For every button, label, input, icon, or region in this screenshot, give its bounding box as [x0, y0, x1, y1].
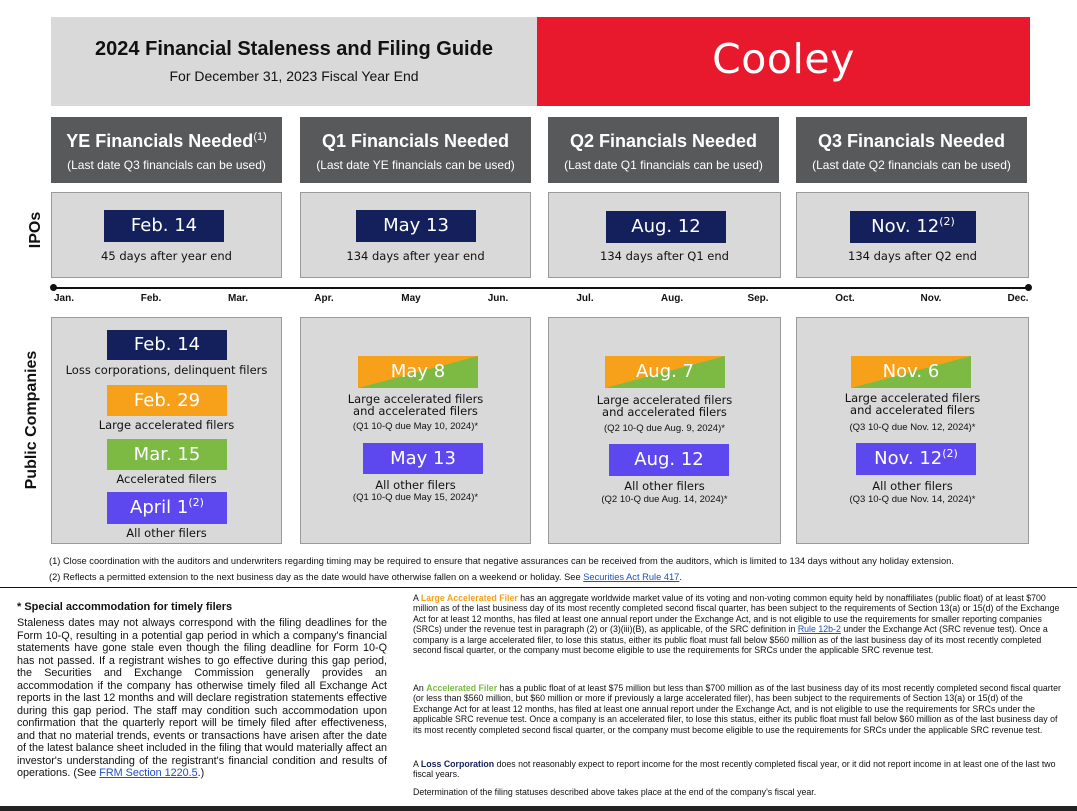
date-badge: Feb. 14 — [104, 210, 224, 242]
ipo-box-q2 — [548, 192, 781, 278]
special-text: Staleness dates may not always correspond with the filing deadlines for the Form 10-Q, resulting in a potential gap period in which a company's financial statements have gone stale even though the filing deadline for Form 10-Q has not passed. If a registrant wishes to go effective during this gap period, the Securities and Exchange Commission generally provides an accommodation if the company has otherwise timely filed all Exchange Act reports in the last 12 months and will declare registration statements effective during this gap period. The staff may condition such accommodation upon confirmation that the quarterly report will be timely filed after effectiveness, and that no material trends, events or transactions have arisen after the date of the latest balance sheet included in the filing that would materially affect an investor's understanding of the registrant's financial condition and results of operations. (See — [17, 617, 387, 779]
month-label: Feb. — [140, 293, 162, 304]
column-title: Q2 Financials Needed — [569, 131, 758, 151]
date-caption: and accelerated filers — [353, 404, 478, 418]
def-prefix: A — [413, 759, 419, 769]
def-prefix: An — [413, 683, 424, 693]
column-header-q3 — [796, 117, 1027, 183]
date-caption: Large accelerated filers — [98, 418, 235, 432]
date-caption: Accelerated filers — [116, 472, 217, 486]
due-note: (Q2 10-Q due Aug. 9, 2024)* — [604, 423, 725, 434]
column-title: YE Financials Needed — [66, 131, 254, 151]
date-caption: 134 days after Q2 end — [848, 249, 977, 263]
header-panel — [51, 17, 537, 106]
month-label: Mar. — [227, 293, 248, 304]
ipo-box-q1 — [300, 192, 531, 278]
ipo-box-q3 — [796, 192, 1029, 278]
footnote-1: (1) Close coordination with the auditors and underwriters regarding timing may be required to ensure that negative assurances can be received from the auditors, which is limited to 134 days without any holiday extension. — [49, 556, 954, 566]
date-badge: Mar. 15 — [107, 439, 227, 470]
date-caption: Large accelerated filers — [844, 391, 981, 405]
date-text: Nov. 12 — [871, 216, 940, 237]
date-caption: Large accelerated filers — [347, 392, 484, 406]
def-text: under the Exchange Act (SRC revenue test). Once a company is a large accelerated filer, to lose this status, either its public float must fall below $560 million as of the last business day of its most recently completed second fiscal quarter, or the company must become eligible to use the requirements for SRCs under the applicable SRC revenue test. — [413, 624, 1048, 656]
row-label-public-companies: Public Companies — [23, 350, 40, 490]
column-subtitle: (Last date YE financials can be used) — [316, 158, 515, 172]
date-badge: May 13 — [363, 443, 483, 474]
def-prefix: A — [413, 593, 419, 603]
column-header-ye — [51, 117, 282, 183]
date-badge: Feb. 14 — [107, 330, 227, 360]
def-text: has a public float of at least $75 million but less than $700 million as of the last business day of its most recently completed second fiscal quarter (or less than $560 million, but $60 million or more if previously a large accelerated filer), has been subject to the requirements of Section 13(a) or 15(d) of the Exchange Act for at least 12 months, has filed at least one annual report under the Exchange Act, and is not eligible to use the requirements for SRCs under the applicable SRC revenue test. Once a company is an accelerated filer, to lose this status, either its public float must fall below $60 million as of the last business day of its most recently completed second fiscal quarter, or the company must become eligible to use the requirements for SRCs under the applicable SRC revenue test. — [413, 683, 1061, 735]
date-badge: May 8 — [358, 356, 478, 388]
definition-loss-corporation — [413, 759, 1061, 780]
page-title: 2024 Financial Staleness and Filing Guide — [95, 38, 493, 60]
date-caption: 45 days after year end — [101, 249, 232, 263]
month-label: Jun. — [487, 293, 509, 304]
footnote-2-end: . — [679, 572, 682, 582]
month-label: May — [401, 293, 421, 304]
date-badge: Feb. 29 — [107, 385, 227, 416]
date-caption: Large accelerated filers — [596, 393, 733, 407]
date-caption: Loss corporations, delinquent filers — [65, 363, 268, 377]
month-label: Sep. — [747, 293, 769, 304]
date-caption: All other filers — [624, 479, 705, 493]
column-subtitle: (Last date Q3 financials can be used) — [67, 158, 266, 172]
footnote-2 — [49, 572, 682, 582]
timeline-start-dot — [50, 284, 57, 291]
date-caption: All other filers — [126, 526, 207, 540]
column-title: Q3 Financials Needed — [817, 131, 1006, 151]
definition-large-accelerated-filer — [413, 593, 1061, 655]
date-caption: 134 days after Q1 end — [600, 249, 729, 263]
cooley-logo: Cooley — [712, 35, 855, 83]
footnote-ref: (2) — [942, 447, 958, 460]
column-title: Q1 Financials Needed — [321, 131, 510, 151]
rule-12b-2-link[interactable]: Rule 12b-2 — [797, 624, 841, 635]
def-text: has an aggregate worldwide market value of its voting and non-voting common equity held by nonaffiliates (public float) of at least $700 million as of the last business day of its most recently completed second fiscal quarter, has been subject to the requirements of Section 13(a) or 15(d) of the Exchange Act for at least 12 months, has filed at least one annual report under the Exchange Act, and is not eligible to use the requirements for smaller reporting companies (SRCs) under the revenue test in paragraph (2) or (3)(iii)(B), as applicable, of the SRC definition in — [413, 593, 1060, 635]
due-note: (Q3 10-Q due Nov. 12, 2024)* — [849, 422, 976, 433]
public-box-q1 — [300, 317, 531, 544]
date-caption: and accelerated filers — [850, 403, 975, 417]
footnote-2-text: (2) Reflects a permitted extension to the next business day as the date would have otherwise fallen on a weekend or holiday. See — [49, 572, 581, 582]
footnote-ref: (2) — [188, 496, 204, 509]
date-badge: Aug. 12 — [609, 444, 729, 476]
frm-section-link[interactable]: FRM Section 1220.5 — [99, 767, 198, 779]
month-label: Aug. — [660, 293, 684, 304]
month-label: Oct. — [835, 293, 855, 304]
column-subtitle: (Last date Q1 financials can be used) — [564, 158, 763, 172]
date-text: Nov. 12 — [874, 448, 943, 469]
date-badge — [850, 211, 976, 243]
public-box-q2 — [548, 317, 781, 544]
public-box-ye — [51, 317, 282, 544]
definition-accelerated-filer — [413, 683, 1061, 735]
def-term: Large Accelerated Filer — [420, 593, 518, 603]
brand-panel — [537, 17, 1030, 106]
def-text: does not reasonably expect to report income for the most recently completed fiscal year, or it did not report income in at least one of the last two fiscal years. — [413, 759, 1056, 780]
date-badge: May 13 — [356, 210, 476, 242]
footnote-ref: (1) — [253, 131, 267, 143]
date-text: April 1 — [130, 497, 189, 518]
month-label: Dec. — [1007, 293, 1029, 304]
def-term: Accelerated Filer — [426, 683, 498, 693]
timeline-end-dot — [1025, 284, 1032, 291]
footnote-ref: (2) — [939, 215, 955, 228]
date-badge: Nov. 6 — [851, 356, 971, 388]
date-caption: 134 days after year end — [346, 249, 485, 263]
column-header-q1 — [300, 117, 531, 183]
page-subtitle: For December 31, 2023 Fiscal Year End — [169, 68, 419, 84]
divider — [0, 587, 1077, 588]
column-subtitle: (Last date Q2 financials can be used) — [812, 158, 1011, 172]
date-caption: and accelerated filers — [602, 405, 727, 419]
ipo-box-ye — [51, 192, 282, 278]
determination-note: Determination of the filing statuses described above takes place at the end of the company's fiscal year. — [413, 787, 817, 797]
date-badge — [107, 492, 227, 524]
due-note: (Q3 10-Q due Nov. 14, 2024)* — [849, 494, 976, 505]
rule-417-link[interactable]: Securities Act Rule 417 — [583, 572, 680, 582]
month-label: Jan. — [53, 293, 74, 304]
special-body — [17, 617, 387, 780]
month-label: Nov. — [920, 293, 942, 304]
due-note: (Q2 10-Q due Aug. 14, 2024)* — [601, 494, 728, 505]
timeline-axis — [52, 287, 1028, 289]
due-note: (Q1 10-Q due May 10, 2024)* — [352, 421, 479, 432]
date-badge: Aug. 7 — [605, 356, 725, 388]
row-label-ipos: IPOs — [27, 211, 44, 249]
bottom-bar — [0, 806, 1077, 811]
column-header-q2 — [548, 117, 779, 183]
month-label: Apr. — [314, 293, 334, 304]
def-term: Loss Corporation — [420, 759, 495, 769]
special-title: * Special accommodation for timely filers — [17, 601, 233, 613]
due-note: (Q1 10-Q due May 15, 2024)* — [352, 492, 479, 503]
date-caption: All other filers — [872, 479, 953, 493]
date-badge: Aug. 12 — [606, 211, 726, 243]
month-label: Jul. — [576, 293, 594, 304]
public-box-q3 — [796, 317, 1029, 544]
date-badge — [856, 443, 976, 475]
date-caption: All other filers — [375, 478, 456, 492]
special-end: .) — [197, 767, 205, 779]
